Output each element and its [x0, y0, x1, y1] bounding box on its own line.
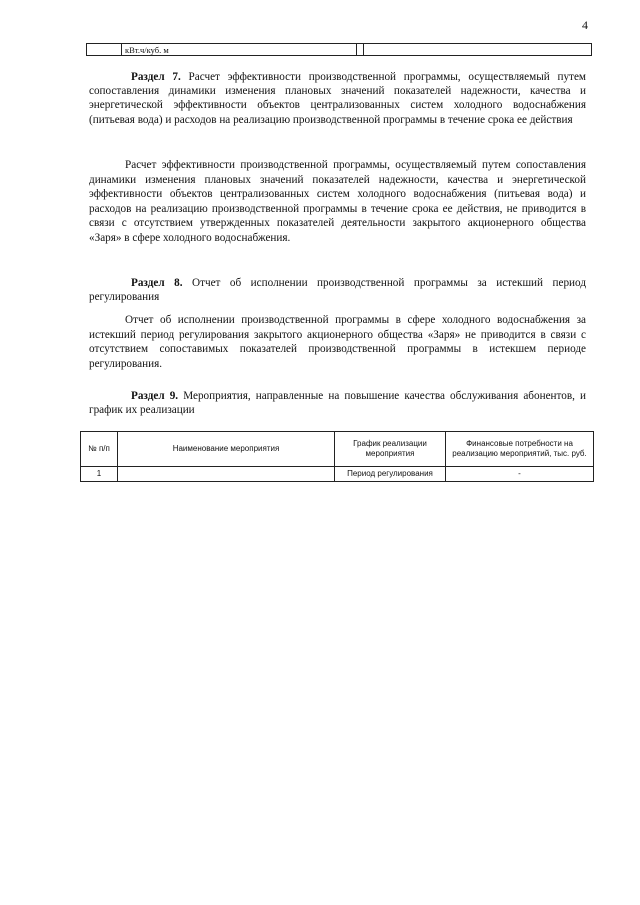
section-7-heading: [89, 70, 586, 127]
section-7-text: Расчет эффективности производственной программы, осуществляемый путем сопоставления динамики изменения плановых значений показателей надежности, качества и энергетической эффективности объектов централизованных систем холодного водоснабжения (питьевая вода) и расходов на реализацию производственной программы в течение срока ее действия, не приводится в связи с отсутствием утвержденных показателей деятельности закрытого акционерного общества «Заря» в сфере холодного водоснабжения.: [89, 159, 586, 244]
section-9-label: Раздел 9.: [131, 390, 179, 402]
table-cell: [87, 44, 122, 56]
section-7-label: Раздел 7.: [131, 71, 181, 83]
header-finance: Финансовые потребности на реализацию мероприятий, тыс. руб.: [446, 432, 594, 467]
header-name: Наименование мероприятия: [118, 432, 335, 467]
page-number: 4: [582, 18, 588, 32]
unit-cell: кВт.ч/куб. м: [122, 44, 357, 56]
row-schedule: Период регулирования: [335, 467, 446, 482]
table-header-row: [81, 432, 594, 467]
table-cell: [364, 44, 592, 56]
row-finance: -: [446, 467, 594, 482]
section-8-label: Раздел 8.: [131, 277, 183, 289]
section-8-heading: [89, 276, 586, 304]
header-num: № п/п: [81, 432, 118, 467]
continuation-table: [86, 43, 592, 56]
header-schedule: График реализации мероприятия: [335, 432, 446, 467]
section-7-title: Расчет эффективности производственной программы, осуществляемый путем сопоставления динамики изменения плановых значений показателей надежности, качества и энергетической эффективности объектов централизованных систем холодного водоснабжения (питьевая вода) и расходов на реализацию производственной программы в течение срока ее действия: [89, 71, 586, 126]
table-row: [81, 467, 594, 482]
table-cell: [357, 44, 364, 56]
events-table: [80, 431, 594, 482]
section-9-title: Мероприятия, направленные на повышение качества обслуживания абонентов, и график их реализации: [89, 390, 587, 417]
section-9-heading: [89, 389, 586, 417]
row-name: [118, 467, 335, 482]
table-row: [87, 44, 592, 56]
row-num: 1: [81, 467, 118, 482]
section-8-title: Отчет об исполнении производственной программы за истекший период регулирования: [89, 277, 587, 304]
section-8-text: Отчет об исполнении производственной программы в сфере холодного водоснабжения за истекший период регулирования закрытого акционерного общества «Заря» не приводится в связи с отсутствием сопоставимых показателей производственной программы в истекшем периоде регулирования.: [89, 314, 586, 370]
